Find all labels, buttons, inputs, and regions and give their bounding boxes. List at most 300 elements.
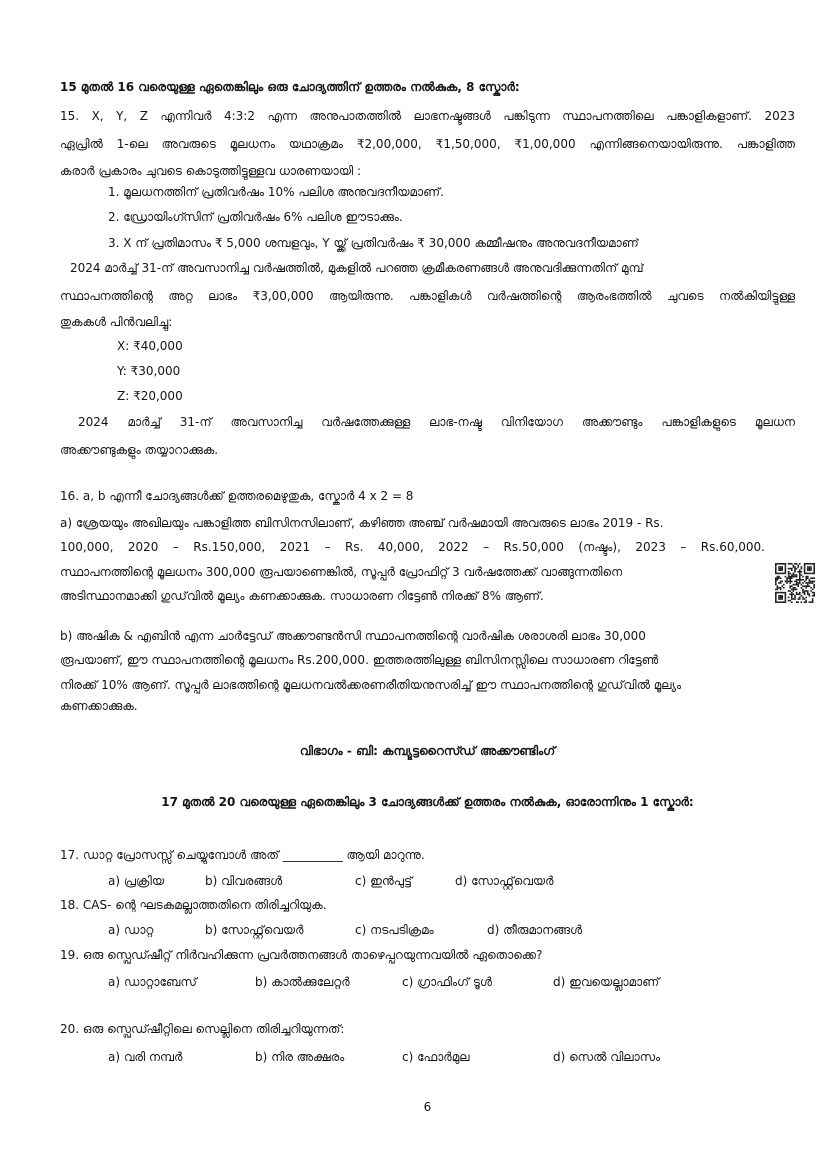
qr-module bbox=[777, 577, 779, 579]
qr-module bbox=[775, 589, 777, 591]
qr-module bbox=[788, 590, 790, 592]
qr-module bbox=[807, 573, 809, 575]
qr-module bbox=[789, 568, 791, 570]
qr-module bbox=[775, 563, 777, 565]
qr-module bbox=[775, 566, 777, 568]
qr-module bbox=[778, 573, 780, 575]
q17-option-a: a) പ്രക്രിയ bbox=[108, 874, 165, 888]
qr-module bbox=[802, 589, 804, 591]
qr-module bbox=[799, 563, 801, 565]
qr-module bbox=[810, 590, 812, 592]
q16-heading: 16. a, b എന്നീ ചോദ്യങ്ങൾക്ക് ഉത്തരമെഴുതുക, സ്കോർ 4 x 2 = 8 bbox=[60, 489, 414, 503]
qr-module bbox=[796, 584, 798, 586]
qr-module bbox=[812, 600, 814, 602]
qr-module bbox=[778, 568, 780, 570]
qr-module bbox=[778, 597, 780, 599]
qr-module bbox=[775, 584, 777, 586]
qr-module bbox=[799, 571, 801, 573]
qr-module bbox=[780, 573, 782, 575]
qr-module bbox=[804, 581, 806, 583]
qr-module bbox=[809, 573, 811, 575]
qr-module bbox=[794, 598, 796, 600]
qr-module bbox=[778, 569, 780, 571]
qr-module bbox=[781, 585, 783, 587]
qr-module bbox=[801, 587, 803, 589]
qr-module bbox=[789, 581, 791, 583]
qr-module bbox=[813, 592, 815, 594]
qr-module bbox=[781, 566, 783, 568]
qr-module bbox=[804, 569, 806, 571]
qr-module bbox=[813, 587, 815, 589]
qr-module bbox=[796, 581, 798, 583]
qr-module bbox=[786, 581, 788, 583]
qr-module bbox=[805, 585, 807, 587]
qr-module bbox=[797, 584, 799, 586]
question-19: 19. ഒരു സ്പ്രെഡ്ഷീറ്റ് നിർവഹിക്കുന്ന പ്രവർത്തനങ്ങൾ താഴെപ്പറയുന്നവയിൽ ഏതൊക്കെ? bbox=[60, 948, 543, 962]
qr-module bbox=[813, 565, 815, 567]
qr-module bbox=[780, 601, 782, 603]
qr-module bbox=[809, 568, 811, 570]
qr-module bbox=[807, 577, 809, 579]
qr-module bbox=[785, 568, 787, 570]
q15-condition-item: 3. X ന് പ്രതിമാസം ₹ 5,000 ശമ്പളവും, Y യ്ക്ക് പ്രതിവർഷം ₹ 30,000 കമ്മീഷനും അനുവദനീയമാണ് bbox=[108, 236, 639, 250]
qr-module bbox=[777, 579, 779, 581]
qr-module bbox=[810, 563, 812, 565]
qr-module bbox=[802, 579, 804, 581]
qr-module bbox=[793, 590, 795, 592]
qr-module bbox=[775, 582, 777, 584]
qr-module bbox=[793, 576, 795, 578]
qr-module bbox=[797, 598, 799, 600]
qr-code-icon bbox=[775, 563, 815, 603]
qr-module bbox=[785, 592, 787, 594]
qr-module bbox=[804, 585, 806, 587]
qr-module bbox=[813, 566, 815, 568]
qr-module bbox=[785, 571, 787, 573]
qr-module bbox=[781, 568, 783, 570]
qr-module bbox=[796, 563, 798, 565]
q17-option-d: d) സോഫ്റ്റ്‌വെയർ bbox=[455, 874, 554, 888]
qr-module bbox=[809, 582, 811, 584]
qr-module bbox=[777, 585, 779, 587]
qr-module bbox=[791, 577, 793, 579]
qr-module bbox=[786, 582, 788, 584]
qr-module bbox=[810, 566, 812, 568]
qr-module bbox=[778, 601, 780, 603]
qr-module bbox=[780, 577, 782, 579]
qr-module bbox=[791, 598, 793, 600]
qr-module bbox=[807, 585, 809, 587]
qr-module bbox=[797, 582, 799, 584]
qr-module bbox=[799, 582, 801, 584]
q15-task-line: 2024 മാർച്ച് 31-ന് അവസാനിച്ച വർഷത്തേക്കുള്ള ലാഭ-നഷ്ട വിനിയോഗ അക്കൗണ്ടും പങ്കാളികളുടെ മൂലധന bbox=[78, 415, 795, 429]
qr-module bbox=[780, 592, 782, 594]
qr-module bbox=[780, 568, 782, 570]
qr-module bbox=[812, 589, 814, 591]
qr-module bbox=[775, 598, 777, 600]
qr-module bbox=[812, 595, 814, 597]
qr-module bbox=[791, 597, 793, 599]
qr-module bbox=[807, 593, 809, 595]
qr-module bbox=[804, 571, 806, 573]
qr-module bbox=[785, 595, 787, 597]
qr-module bbox=[809, 593, 811, 595]
q19-option-b: b) കാൽക്കുലേറ്റർ bbox=[255, 975, 350, 989]
qr-module bbox=[810, 581, 812, 583]
part-b-instruction: 17 മുതൽ 20 വരെയുള്ള ഏതെങ്കിലും 3 ചോദ്യങ്ങൾക്ക് ഉത്തരം നൽകുക, ഓരോന്നിനും 1 സ്കോർ: bbox=[161, 795, 694, 809]
qr-module bbox=[785, 601, 787, 603]
qr-module bbox=[775, 571, 777, 573]
qr-module bbox=[781, 597, 783, 599]
qr-module bbox=[796, 574, 798, 576]
qr-module bbox=[789, 579, 791, 581]
qr-module bbox=[775, 573, 777, 575]
q15-drawing-y: Y: ₹30,000 bbox=[117, 364, 181, 378]
q20-option-d: d) സെൽ വിലാസം bbox=[553, 1050, 661, 1064]
qr-module bbox=[791, 581, 793, 583]
qr-module bbox=[812, 581, 814, 583]
qr-module bbox=[786, 577, 788, 579]
qr-module bbox=[793, 598, 795, 600]
qr-module bbox=[794, 587, 796, 589]
qr-module bbox=[812, 592, 814, 594]
qr-module bbox=[799, 579, 801, 581]
qr-module bbox=[794, 568, 796, 570]
qr-module bbox=[775, 568, 777, 570]
q20-option-c: c) ഫോർമുല bbox=[402, 1050, 470, 1064]
qr-module bbox=[788, 574, 790, 576]
qr-module bbox=[805, 601, 807, 603]
qr-module bbox=[804, 566, 806, 568]
qr-module bbox=[797, 579, 799, 581]
qr-module bbox=[780, 569, 782, 571]
qr-module bbox=[799, 569, 801, 571]
qr-module bbox=[778, 566, 780, 568]
page-number: 6 bbox=[423, 1100, 432, 1114]
qr-module bbox=[813, 563, 815, 565]
qr-module bbox=[797, 601, 799, 603]
qr-module bbox=[799, 598, 801, 600]
qr-module bbox=[802, 590, 804, 592]
q16b-line: കണക്കാക്കുക. bbox=[60, 699, 138, 713]
qr-module bbox=[775, 593, 777, 595]
qr-module bbox=[786, 579, 788, 581]
qr-module bbox=[802, 585, 804, 587]
qr-module bbox=[804, 601, 806, 603]
qr-module bbox=[801, 566, 803, 568]
qr-module bbox=[777, 573, 779, 575]
qr-module bbox=[791, 589, 793, 591]
qr-module bbox=[797, 565, 799, 567]
qr-module bbox=[797, 585, 799, 587]
qr-module bbox=[799, 593, 801, 595]
q15-profit-line: തുകകൾ പിൻവലിച്ചു: bbox=[60, 315, 173, 329]
qr-module bbox=[791, 576, 793, 578]
qr-module bbox=[775, 565, 777, 567]
qr-module bbox=[813, 573, 815, 575]
qr-module bbox=[781, 563, 783, 565]
qr-module bbox=[805, 573, 807, 575]
qr-module bbox=[777, 589, 779, 591]
qr-module bbox=[785, 597, 787, 599]
qr-module bbox=[809, 579, 811, 581]
qr-module bbox=[804, 563, 806, 565]
qr-module bbox=[780, 566, 782, 568]
qr-module bbox=[783, 573, 785, 575]
qr-module bbox=[813, 568, 815, 570]
qr-module bbox=[797, 571, 799, 573]
qr-module bbox=[783, 601, 785, 603]
qr-module bbox=[813, 584, 815, 586]
q17-option-c: c) ഇൻപുട്ട് bbox=[355, 874, 413, 888]
qr-module bbox=[793, 566, 795, 568]
qr-module bbox=[794, 597, 796, 599]
qr-module bbox=[785, 573, 787, 575]
qr-module bbox=[810, 569, 812, 571]
qr-module bbox=[794, 581, 796, 583]
qr-module bbox=[780, 595, 782, 597]
qr-module bbox=[783, 587, 785, 589]
qr-module bbox=[807, 569, 809, 571]
question-18: 18. CAS- ന്റെ ഘടകമല്ലാത്തതിനെ തിരിച്ചറിയുക. bbox=[60, 898, 327, 912]
qr-module bbox=[796, 579, 798, 581]
qr-module bbox=[796, 568, 798, 570]
qr-module bbox=[775, 581, 777, 583]
qr-module bbox=[810, 568, 812, 570]
qr-module bbox=[775, 592, 777, 594]
qr-module bbox=[785, 563, 787, 565]
q15-profit-line: സ്ഥാപനത്തിന്റെ അറ്റ ലാഭം ₹3,00,000 ആയിരുന്നു. പങ്കാളികൾ വർഷത്തിന്റെ ആരംഭത്തിൽ ചുവടെ നൽകിയിട്ടുള്ള bbox=[60, 289, 795, 303]
q17-option-b: b) വിവരങ്ങൾ bbox=[205, 874, 283, 888]
qr-module bbox=[810, 577, 812, 579]
qr-module bbox=[804, 568, 806, 570]
question-17: 17. ഡാറ്റ പ്രോസസ്സ് ചെയ്യുമ്പോൾ അത് __________ ആയി മാറുന്നു. bbox=[60, 848, 425, 862]
qr-module bbox=[805, 577, 807, 579]
qr-module bbox=[791, 569, 793, 571]
qr-module bbox=[799, 581, 801, 583]
q16b-line: നിരക്ക് 10% ആണ്. സൂപ്പർ ലാഭത്തിന്റെ മൂലധനവൽക്കരണരീതിയനുസരിച്ച് ഈ സ്ഥാപനത്തിന്റെ ഗുഡ്‌വിൽ മൂല്യം bbox=[60, 678, 682, 692]
qr-module bbox=[807, 576, 809, 578]
q18-option-a: a) ഡാറ്റ bbox=[108, 923, 154, 937]
qr-module bbox=[778, 592, 780, 594]
qr-module bbox=[775, 579, 777, 581]
q19-option-a: a) ഡാറ്റാബേസ് bbox=[108, 975, 197, 989]
q15-profit-line: 2024 മാർച്ച് 31-ന് അവസാനിച്ച വർഷത്തിൽ, മുകളിൽ പറഞ്ഞ ക്രമീകരണങ്ങൾ അനുവദിക്കുന്നതിന് മുമ്പ് bbox=[70, 261, 644, 275]
part-b-title: വിഭാഗം - ബി: കമ്പ്യൂട്ടറൈസ്ഡ് അക്കൗണ്ടിംഗ് bbox=[299, 744, 556, 758]
qr-module bbox=[807, 592, 809, 594]
qr-module bbox=[780, 582, 782, 584]
qr-module bbox=[813, 585, 815, 587]
qr-module bbox=[801, 574, 803, 576]
qr-module bbox=[775, 569, 777, 571]
qr-module bbox=[804, 593, 806, 595]
qr-module bbox=[799, 597, 801, 599]
qr-module bbox=[785, 569, 787, 571]
qr-module bbox=[807, 563, 809, 565]
qr-module bbox=[778, 576, 780, 578]
qr-module bbox=[805, 579, 807, 581]
qr-module bbox=[801, 595, 803, 597]
qr-module bbox=[791, 601, 793, 603]
q15-condition-item: 2. ഡ്രോയിംഗ്സിന് പ്രതിവർഷം 6% പലിശ ഈടാക്കും. bbox=[108, 210, 403, 224]
qr-module bbox=[799, 577, 801, 579]
qr-module bbox=[810, 582, 812, 584]
qr-module bbox=[785, 576, 787, 578]
qr-module bbox=[791, 595, 793, 597]
qr-module bbox=[789, 600, 791, 602]
qr-module bbox=[793, 584, 795, 586]
qr-module bbox=[805, 597, 807, 599]
qr-module bbox=[812, 601, 814, 603]
qr-module bbox=[778, 577, 780, 579]
qr-module bbox=[801, 584, 803, 586]
qr-module bbox=[783, 563, 785, 565]
qr-module bbox=[785, 565, 787, 567]
qr-module bbox=[801, 568, 803, 570]
qr-module bbox=[775, 597, 777, 599]
qr-module bbox=[809, 595, 811, 597]
qr-module bbox=[789, 582, 791, 584]
qr-module bbox=[809, 566, 811, 568]
qr-module bbox=[813, 593, 815, 595]
qr-module bbox=[791, 568, 793, 570]
qr-module bbox=[805, 563, 807, 565]
qr-module bbox=[775, 601, 777, 603]
qr-module bbox=[794, 589, 796, 591]
qr-module bbox=[793, 593, 795, 595]
q20-option-a: a) വരി നമ്പർ bbox=[108, 1050, 183, 1064]
qr-module bbox=[780, 563, 782, 565]
qr-module bbox=[794, 574, 796, 576]
qr-module bbox=[804, 573, 806, 575]
qr-module bbox=[809, 563, 811, 565]
qr-module bbox=[807, 582, 809, 584]
qr-module bbox=[791, 593, 793, 595]
q18-option-c: c) നടപടിക്രമം bbox=[355, 923, 434, 937]
qr-module bbox=[797, 593, 799, 595]
qr-module bbox=[805, 587, 807, 589]
qr-module bbox=[780, 589, 782, 591]
qr-module bbox=[794, 576, 796, 578]
qr-module bbox=[796, 589, 798, 591]
qr-module bbox=[794, 569, 796, 571]
qr-module bbox=[785, 598, 787, 600]
qr-module bbox=[807, 590, 809, 592]
qr-module bbox=[780, 581, 782, 583]
qr-module bbox=[812, 598, 814, 600]
qr-module bbox=[791, 574, 793, 576]
qr-module bbox=[789, 576, 791, 578]
qr-module bbox=[791, 592, 793, 594]
qr-module bbox=[810, 573, 812, 575]
qr-module bbox=[781, 601, 783, 603]
qr-module bbox=[785, 581, 787, 583]
qr-module bbox=[805, 590, 807, 592]
qr-module bbox=[804, 592, 806, 594]
qr-module bbox=[794, 563, 796, 565]
qr-module bbox=[778, 563, 780, 565]
qr-module bbox=[801, 571, 803, 573]
qr-module bbox=[801, 579, 803, 581]
qr-module bbox=[809, 585, 811, 587]
qr-module bbox=[789, 593, 791, 595]
qr-module bbox=[791, 563, 793, 565]
qr-module bbox=[777, 601, 779, 603]
qr-module bbox=[789, 577, 791, 579]
qr-module bbox=[791, 585, 793, 587]
question-20: 20. ഒരു സ്പ്രെഡ്ഷീറ്റിലെ സെല്ലിനെ തിരിച്ചറിയുന്നത്: bbox=[60, 1022, 345, 1036]
qr-module bbox=[793, 565, 795, 567]
qr-module bbox=[788, 576, 790, 578]
qr-module bbox=[813, 569, 815, 571]
q16a-line: 100,000, 2020 – Rs.150,000, 2021 – Rs. 40,000, 2022 – Rs.50,000 (നഷ്ടം), 2023 – Rs.60,000. bbox=[60, 540, 765, 554]
qr-module bbox=[788, 577, 790, 579]
qr-module bbox=[788, 563, 790, 565]
qr-module bbox=[778, 587, 780, 589]
qr-module bbox=[802, 576, 804, 578]
qr-module bbox=[812, 573, 814, 575]
qr-module bbox=[813, 571, 815, 573]
qr-module bbox=[783, 592, 785, 594]
qr-module bbox=[777, 563, 779, 565]
qr-module bbox=[785, 593, 787, 595]
qr-module bbox=[802, 598, 804, 600]
qr-module bbox=[789, 587, 791, 589]
q18-option-b: b) സോഫ്റ്റ്‌വെയർ bbox=[205, 923, 304, 937]
qr-module bbox=[799, 576, 801, 578]
qr-module bbox=[788, 568, 790, 570]
qr-module bbox=[796, 593, 798, 595]
qr-module bbox=[807, 584, 809, 586]
qr-module bbox=[788, 573, 790, 575]
qr-module bbox=[794, 566, 796, 568]
qr-module bbox=[780, 587, 782, 589]
qr-module bbox=[804, 598, 806, 600]
qr-module bbox=[781, 573, 783, 575]
qr-module bbox=[788, 597, 790, 599]
qr-module bbox=[777, 576, 779, 578]
qr-module bbox=[793, 574, 795, 576]
qr-module bbox=[793, 589, 795, 591]
q15-intro-line: കരാർ പ്രകാരം ചുവടെ കൊടുത്തിട്ടുള്ളവ ധാരണയായി : bbox=[60, 164, 361, 178]
qr-module bbox=[778, 598, 780, 600]
qr-module bbox=[799, 573, 801, 575]
qr-module bbox=[780, 597, 782, 599]
qr-module bbox=[804, 590, 806, 592]
qr-module bbox=[813, 577, 815, 579]
qr-module bbox=[794, 584, 796, 586]
q16a-line: അടിസ്ഥാനമാക്കി ഗുഡ്‌വിൽ മൂല്യം കണക്കാക്കുക. സാധാരണ റിട്ടേൺ നിരക്ക് 8% ആണ്. bbox=[60, 589, 544, 603]
qr-module bbox=[799, 592, 801, 594]
qr-module bbox=[796, 582, 798, 584]
qr-module bbox=[802, 592, 804, 594]
qr-module bbox=[809, 601, 811, 603]
qr-module bbox=[796, 576, 798, 578]
qr-module bbox=[797, 566, 799, 568]
qr-module bbox=[807, 566, 809, 568]
qr-module bbox=[775, 595, 777, 597]
qr-module bbox=[812, 577, 814, 579]
qr-module bbox=[788, 571, 790, 573]
qr-module bbox=[775, 600, 777, 602]
qr-module bbox=[789, 563, 791, 565]
qr-module bbox=[783, 584, 785, 586]
qr-module bbox=[812, 582, 814, 584]
qr-module bbox=[793, 573, 795, 575]
qr-module bbox=[781, 595, 783, 597]
qr-module bbox=[778, 595, 780, 597]
qr-module bbox=[785, 566, 787, 568]
